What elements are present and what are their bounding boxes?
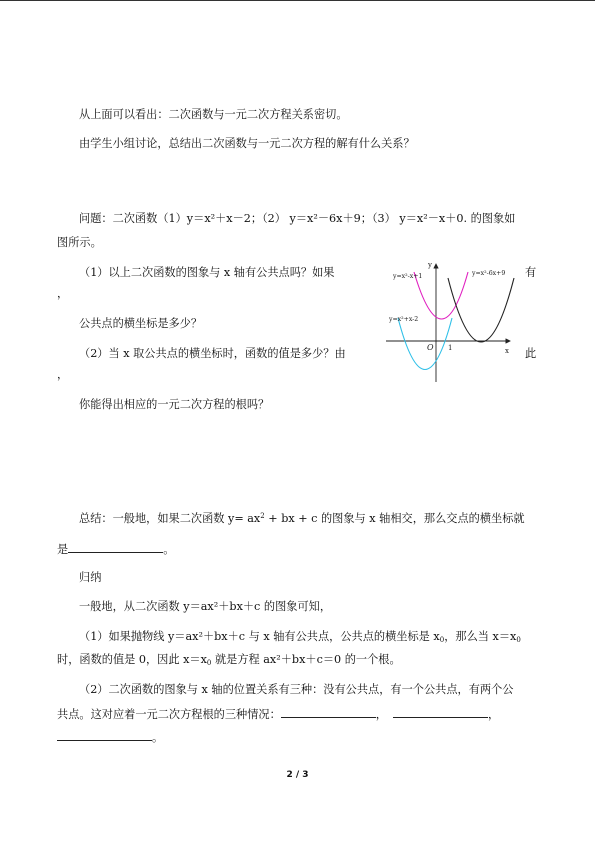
summary-line-2: 是 。 bbox=[57, 543, 175, 556]
summary-line-1: 总结：一般地，如果二次函数 $y= ax^2$ + bx + c 的图象与 x 轴相交，那么交点的横坐标就 bbox=[79, 512, 525, 525]
question-2-line-1: （2）当 x 取公共点的横坐标时，函数的值是多少？由 bbox=[79, 347, 346, 360]
curve-x2-x-2 bbox=[398, 318, 452, 370]
label-curve-x2-6x-9: y=x²-6x+9 bbox=[472, 270, 506, 277]
problem-line-1: 问题：二次函数（1）y＝x²＋x－2；（2） y＝x²－6x＋9；（3） y＝x²－x＋0. 的图象如 bbox=[79, 212, 516, 225]
induction-point-2-line-1: （2）二次函数的图象与 x 轴的位置关系有三种：没有公共点，有一个公共点，有两个公 bbox=[79, 683, 514, 696]
tick-label-1: 1 bbox=[448, 344, 453, 352]
root-case-blank-2[interactable] bbox=[393, 706, 488, 718]
induction-point-2-line-2: 共点。这对应着一元二次方程根的三种情况： ， ， bbox=[57, 708, 500, 721]
page-top-border bbox=[0, 0, 595, 1]
induction-point-1-line-2: 时，函数的值是 0，因此 $x=x_0$ 就是方程 ax²＋bx＋c＝0 的一个根。 bbox=[57, 653, 401, 667]
question-2-line-2: 你能得出相应的一元二次方程的根吗？ bbox=[79, 398, 270, 411]
induction-title: 归纳 bbox=[79, 571, 102, 584]
x-axis-label: x bbox=[505, 347, 509, 355]
question-1-line-2: 公共点的横坐标是多少？ bbox=[79, 317, 203, 330]
induction-line-1: 一般地，从二次函数 y＝ax²＋bx＋c 的图象可知， bbox=[79, 600, 332, 613]
question-1-comma: ， bbox=[57, 287, 69, 300]
question-1-line-1: （1）以上二次函数的图象与 x 轴有公共点吗？如果 bbox=[79, 266, 335, 279]
origin-label: O bbox=[427, 343, 434, 352]
summary-answer-blank[interactable] bbox=[68, 541, 163, 553]
page-number: 2 / 3 bbox=[286, 770, 309, 780]
paragraph-relation: 从上面可以看出：二次函数与一元二次方程关系密切。 bbox=[79, 108, 348, 121]
induction-point-2-line-3: 。 bbox=[57, 729, 163, 745]
y-axis-label: y bbox=[428, 261, 432, 269]
problem-line-2: 图所示。 bbox=[57, 236, 102, 249]
label-curve-x2-x-2: y=x²+x-2 bbox=[389, 316, 419, 323]
curve-x2-6x-9 bbox=[448, 278, 514, 342]
parabola-graph bbox=[384, 258, 518, 386]
question-2-tail: 此 bbox=[525, 347, 537, 360]
root-case-blank-3[interactable] bbox=[57, 729, 152, 741]
induction-point-1-line-1: （1）如果抛物线 y＝ax²＋bx＋c 与 x 轴有公共点，公共点的横坐标是 $x_0$，那么当 $x=x_0$ bbox=[79, 630, 521, 644]
root-case-blank-1[interactable] bbox=[281, 706, 376, 718]
question-1-tail: 有 bbox=[525, 266, 537, 279]
label-curve-x2-x-1: y=x²-x+1 bbox=[393, 273, 423, 280]
question-2-comma: ， bbox=[57, 368, 69, 381]
paragraph-discussion: 由学生小组讨论，总结出二次函数与一元二次方程的解有什么关系？ bbox=[79, 137, 415, 150]
